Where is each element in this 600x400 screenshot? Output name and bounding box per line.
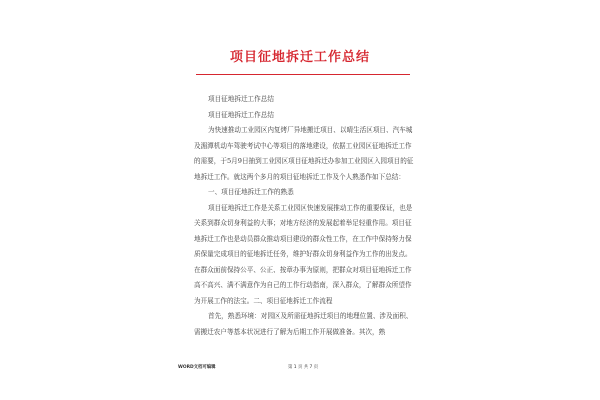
page-footer [178, 364, 430, 374]
subtitle-line-1: 项目征地拆迁工作总结 [208, 95, 274, 103]
section-heading: 一、项目征地拆迁工作的熟悉 [208, 188, 294, 196]
document-body [194, 92, 416, 340]
paragraph-intro: 为快速推动工业园区内复烤厂异地搬迁项目、以晴生活区项目、汽车城及湄潭机动车驾驶考试中心等项目的落地建设，依据工业园区征地拆迁工作的需要，于5月9日抽到工业园区项目征地拆迁办参加工业园区入园项目的征地拆迁工作。就这两个多月的项目征地拆迁工作及个人熟悉作如下总结： [194, 126, 414, 181]
paragraph-process: 首先，熟悉环境：对园区及所需征地拆迁项目的地理位置、涉及面积、需搬迁农户等基本状况进行了解为后期工作开展做准备。其次，熟 [194, 312, 413, 336]
title-divider [196, 74, 410, 75]
subtitle-line-2: 项目征地拆迁工作总结 [208, 110, 274, 119]
document-title: 项目征地拆迁工作总结 [229, 50, 370, 65]
paragraph-understanding: 项目征地拆迁工作是关系工业园区快速发展推动工作的重要保证，也是关系到群众切身利益的大事；对地方经济的发展起着举足轻重作用。项目征地拆迁工作也是动员群众推动项目建设的群众性工作，在工作中保持努力保质保量完成项目的征地拆迁任务，维护好群众切身利益作为工作的出发点。在群众面前保持公平、公正、按章办事为原则，把群众对项目征地拆迁工作高不高兴、满不满意作为自己的工作行动指南，深入群众，了解群众所望作为开展工作的法宝。二、项目征地拆迁工作流程 [194, 203, 413, 305]
footer-page-number: 第 1 页 共 7 页 [288, 365, 319, 370]
footer-editable-note: WORD文档可编辑 [178, 365, 216, 370]
